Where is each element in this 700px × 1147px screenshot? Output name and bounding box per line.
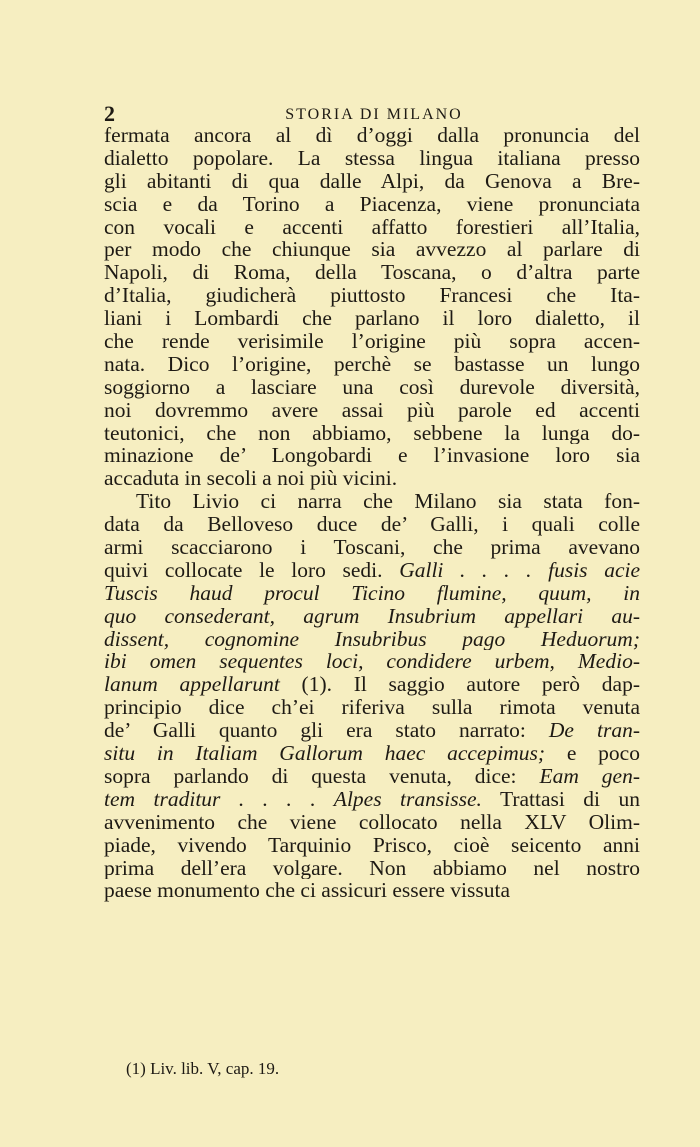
text-line (104, 330, 640, 353)
text-line (104, 857, 640, 880)
text-segment: liani i Lombardi che parlano il loro dialetto, il (104, 307, 640, 331)
text-line (104, 559, 640, 582)
text-line (104, 376, 640, 399)
text-line (104, 444, 640, 467)
text-segment: teutonici, che non abbiamo, sebbene la lunga do- (104, 421, 640, 445)
text-line (104, 673, 640, 696)
text-segment: scia e da Torino a Piacenza, viene pronunciata (104, 192, 640, 216)
text-segment: Trattasi di un (481, 787, 640, 811)
text-segment: noi dovremmo avere assai più parole ed accenti (104, 398, 640, 422)
text-line (104, 261, 640, 284)
page-number: 2 (104, 101, 115, 126)
text-segment: Tito Livio ci narra che Milano sia stata fon- (136, 490, 640, 514)
text-line (104, 490, 640, 513)
text-segment: armi scacciarono i Toscani, che prima avevano (104, 536, 640, 559)
text-line (104, 582, 640, 605)
text-segment: accaduta in secoli a noi più vicini. (104, 467, 398, 491)
text-line (104, 238, 640, 261)
footnote: (1) Liv. lib. V, cap. 19. (126, 1059, 280, 1078)
text-line (104, 605, 640, 628)
text-line (104, 628, 640, 651)
body-text (104, 124, 640, 902)
text-line (104, 284, 640, 307)
text-segment: d’Italia, giudicherà piuttosto Francesi che Ita- (104, 284, 640, 308)
text-segment: soggiorno a lasciare una così durevole diversità, (104, 375, 640, 399)
text-line (104, 834, 640, 857)
text-segment: fermata ancora al dì d’oggi dalla pronuncia del (104, 124, 640, 147)
text-segment: data da Belloveso duce de’ Galli, i quali colle (104, 513, 640, 537)
italic-text: quo consederant, agrum Insubrium appellari au- (104, 604, 640, 628)
text-segment: piade, vivendo Tarquinio Prisco, cioè seicento anni (104, 833, 640, 857)
text-line (104, 422, 640, 445)
page-header (104, 103, 644, 125)
text-segment: nata. Dico l’origine, perchè se bastasse un lungo (104, 352, 640, 376)
italic-text: lanum appellarunt (104, 673, 280, 697)
text-line (104, 353, 640, 376)
text-line (104, 536, 640, 559)
text-line (104, 742, 640, 765)
text-segment: Napoli, di Roma, della Toscana, o d’altra parte (104, 261, 640, 285)
italic-text: situ in Italiam Gallorum haec accepimus; (104, 742, 546, 765)
text-line (104, 719, 640, 742)
text-line (104, 467, 640, 490)
text-segment: che rende verisimile l’origine più sopra accen- (104, 330, 640, 353)
italic-text: De tran- (548, 719, 640, 743)
text-line (104, 399, 640, 422)
text-line (104, 124, 640, 147)
text-line (104, 811, 640, 834)
text-segment: e poco (545, 742, 640, 765)
text-line (104, 147, 640, 170)
text-line (104, 765, 640, 788)
text-segment: principio dice ch’ei riferiva sulla rimota venuta (104, 696, 640, 720)
text-segment: dialetto popolare. La stessa lingua italiana presso (104, 146, 640, 170)
text-line (104, 650, 640, 673)
italic-text: tem traditur . . . . Alpes transisse. (104, 787, 482, 811)
text-segment: paese monumento che ci assicuri essere vissuta (104, 879, 510, 903)
text-segment: gli abitanti di qua dalle Alpi, da Genova a Bre- (104, 169, 640, 193)
text-segment: minazione de’ Longobardi e l’invasione loro sia (104, 444, 640, 468)
running-title: STORIA DI MILANO (285, 106, 463, 123)
text-line (104, 879, 640, 902)
text-segment: prima dell’era volgare. Non abbiamo nel nostro (104, 856, 640, 880)
text-segment: de’ Galli quanto gli era stato narrato: (104, 719, 549, 743)
text-line (104, 307, 640, 330)
text-segment: quivi collocate le loro sedi. (104, 558, 400, 582)
italic-text: dissent, cognomine Insubribus pago Heduorum; (104, 627, 640, 651)
italic-text: Galli . . . . fusis acie (399, 558, 640, 582)
text-segment: (1). Il saggio autore però dap- (279, 673, 640, 697)
text-line (104, 170, 640, 193)
text-segment: per modo che chiunque sia avvezzo al parlare di (104, 238, 640, 262)
text-line (104, 513, 640, 536)
text-line (104, 216, 640, 239)
italic-text: ibi omen sequentes loci, condidere urbem, Medio- (104, 650, 640, 674)
text-line (104, 193, 640, 216)
text-segment: sopra parlando di questa venuta, dice: (104, 764, 540, 788)
text-line (104, 788, 640, 811)
text-segment: con vocali e accenti affatto forestieri all’Italia, (104, 215, 640, 239)
text-line (104, 696, 640, 719)
text-segment: avvenimento che viene collocato nella XLV Olim- (104, 810, 640, 834)
italic-text: Eam gen- (539, 764, 640, 788)
italic-text: Tuscis haud procul Ticino flumine, quum, in (104, 581, 640, 605)
